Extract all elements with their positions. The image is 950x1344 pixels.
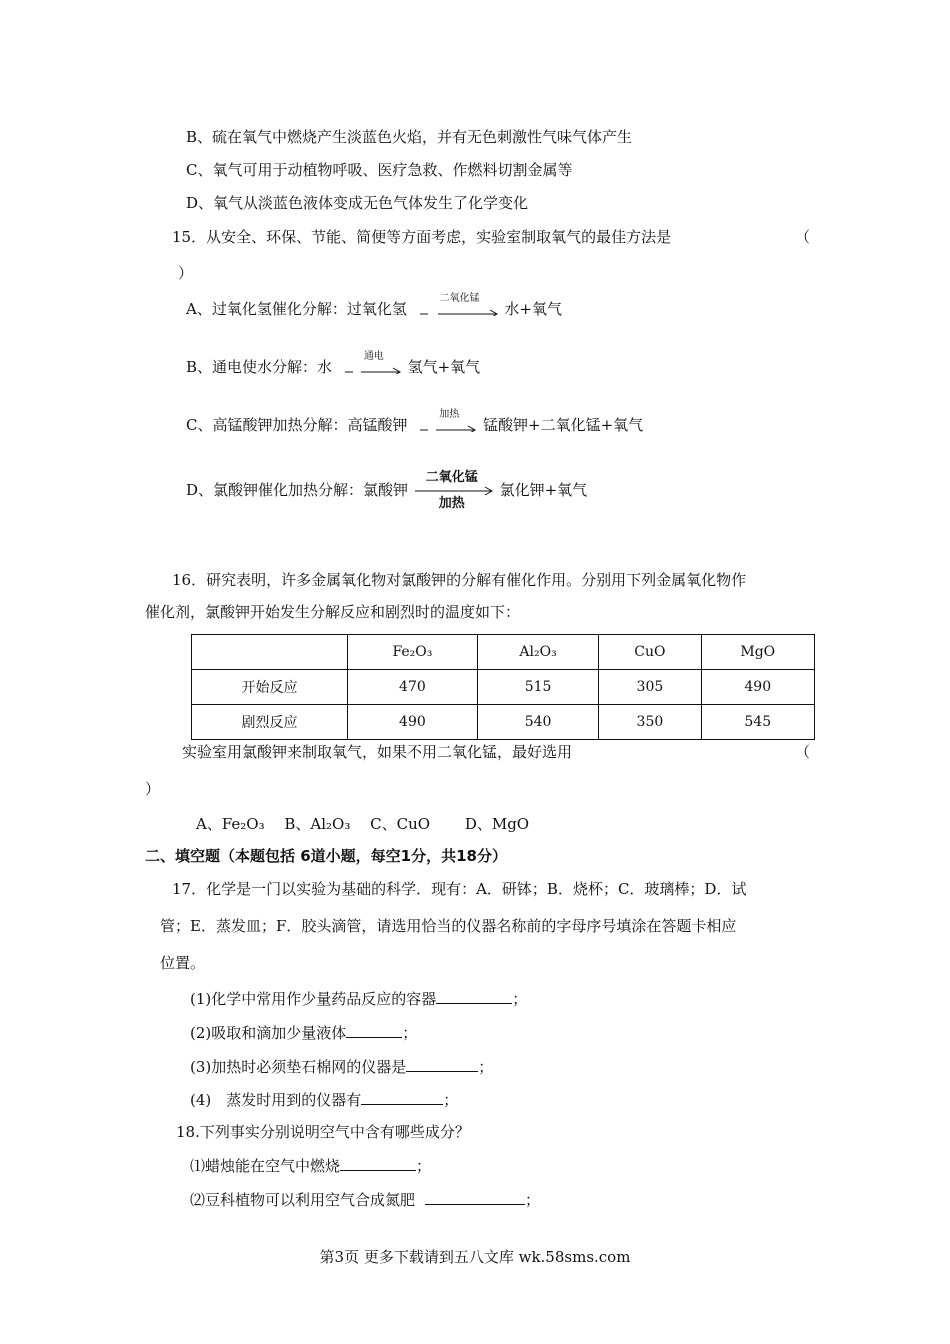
q15-option-b (186, 351, 481, 377)
semicolon: ； (478, 1058, 494, 1076)
q15-d-product: 氯化钾+氧气 (499, 481, 588, 499)
table-row-label: 剧烈反应 (192, 705, 348, 740)
catalyst-temperature-table (191, 634, 815, 740)
q14-option-c: C、氧气可用于动植物呼吸、医疗急救、作燃料切割金属等 (186, 161, 573, 179)
q15-paren-open: （ (795, 228, 811, 246)
table-row (192, 670, 815, 705)
table-row-label: 开始反应 (192, 670, 348, 705)
reaction-condition: 加热 (439, 409, 460, 420)
q15-a-product: 水+氧气 (504, 300, 562, 318)
q18-part1-text: ⑴蜡烛能在空气中燃烧 (190, 1157, 341, 1175)
q15-option-d (186, 470, 588, 511)
q15-option-c (186, 409, 644, 435)
semicolon: ； (443, 1091, 459, 1109)
q15-stem: 15．从安全、环保、节能、简便等方面考虑，实验室制取氧气的最佳方法是 (172, 228, 672, 246)
q15-paren-close: ） (178, 264, 194, 282)
q18-part1 (190, 1156, 431, 1176)
table-cell: 540 (477, 705, 598, 740)
answer-blank[interactable] (340, 1156, 416, 1171)
q17-line2: 管；E．蒸发皿；F．胶头滴管，请选用恰当的仪器名称前的字母序号填涂在答题卡相应 (160, 917, 737, 935)
table-cell: 490 (701, 670, 815, 705)
q15-d-text: D、氯酸钾催化加热分解：氯酸钾 (186, 481, 409, 499)
q18-stem: 18.下列事实分别说明空气中含有哪些成分？ (176, 1123, 470, 1141)
q18-part2-text: ⑵豆科植物可以利用空气合成氮肥 (190, 1191, 416, 1209)
semicolon: ； (525, 1191, 541, 1209)
q15-a-text: A、过氧化氢催化分解：过氧化氢 (186, 300, 407, 318)
q16-paren-open: （ (795, 743, 811, 761)
table-header-cell: MgO (701, 635, 815, 670)
q17-line1: 17．化学是一门以实验为基础的科学．现有：A．研钵；B．烧杯；C．玻璃棒；D．试 (172, 880, 747, 898)
reaction-arrow-icon (345, 351, 403, 377)
q16-paren-close: ） (145, 780, 161, 798)
answer-blank[interactable] (425, 1190, 525, 1205)
answer-blank[interactable] (406, 1057, 478, 1072)
reaction-condition-top: 二氧化锰 (425, 470, 478, 485)
q17-part4 (190, 1090, 458, 1110)
page-footer: 第3页 更多下载请到五八文库 wk.58sms.com (319, 1248, 631, 1266)
q16-stem-line1: 16．研究表明，许多金属氧化物对氯酸钾的分解有催化作用。分别用下列金属氧化物作 (172, 571, 747, 589)
q17-part2 (190, 1023, 417, 1043)
table-header-cell (192, 635, 348, 670)
answer-blank[interactable] (346, 1023, 402, 1038)
q16-options: A、Fe₂O₃ B、Al₂O₃ C、CuO D、MgO (196, 815, 530, 833)
table-header-cell: CuO (599, 635, 701, 670)
table-cell: 545 (701, 705, 815, 740)
table-header-cell: Al₂O₃ (477, 635, 598, 670)
table-header-row (192, 635, 815, 670)
q17-part1-text: (1)化学中常用作少量药品反应的容器 (190, 990, 437, 1008)
q14-option-b: B、硫在氧气中燃烧产生淡蓝色火焰，并有无色刺激性气味气体产生 (186, 128, 633, 146)
reaction-condition-bottom: 加热 (438, 496, 465, 511)
table-row (192, 705, 815, 740)
table-cell: 470 (348, 670, 478, 705)
q17-part4-text: (4) 蒸发时用到的仪器有 (190, 1091, 362, 1109)
q18-part2 (190, 1190, 540, 1210)
q17-part3 (190, 1057, 493, 1077)
table-header-cell: Fe₂O₃ (348, 635, 478, 670)
semicolon: ； (512, 990, 528, 1008)
q17-line3: 位置。 (160, 954, 206, 972)
table-cell: 515 (477, 670, 598, 705)
reaction-condition: 通电 (363, 351, 384, 362)
answer-blank[interactable] (361, 1090, 443, 1105)
q16-question: 实验室用氯酸钾来制取氧气，如果不用二氧化锰，最好选用 (182, 743, 573, 761)
reaction-arrow-icon (420, 293, 500, 319)
q14-option-d: D、氧气从淡蓝色液体变成无色气体发生了化学变化 (186, 194, 529, 212)
q15-b-text: B、通电使水分解：水 (186, 358, 333, 376)
q16-stem-line2: 催化剂，氯酸钾开始发生分解反应和剧烈时的温度如下： (145, 603, 521, 621)
answer-blank[interactable] (436, 989, 512, 1004)
q17-part1 (190, 989, 527, 1009)
semicolon: ； (402, 1024, 418, 1042)
reaction-arrow-icon (415, 470, 495, 511)
table-cell: 350 (599, 705, 701, 740)
q15-c-text: C、高锰酸钾加热分解：高锰酸钾 (186, 416, 408, 434)
reaction-condition: 二氧化锰 (439, 293, 480, 304)
q15-b-product: 氢气+氧气 (407, 358, 481, 376)
reaction-arrow-icon (420, 409, 478, 435)
table-cell: 305 (599, 670, 701, 705)
q17-part3-text: (3)加热时必须垫石棉网的仪器是 (190, 1058, 407, 1076)
q15-option-a (186, 293, 562, 319)
table-cell: 490 (348, 705, 478, 740)
section-title: 二、填空题（本题包括 6道小题，每空1分，共18分） (145, 847, 507, 865)
q15-c-product: 锰酸钾+二氧化锰+氧气 (483, 416, 644, 434)
semicolon: ； (416, 1157, 432, 1175)
q17-part2-text: (2)吸取和滴加少量液体 (190, 1024, 347, 1042)
